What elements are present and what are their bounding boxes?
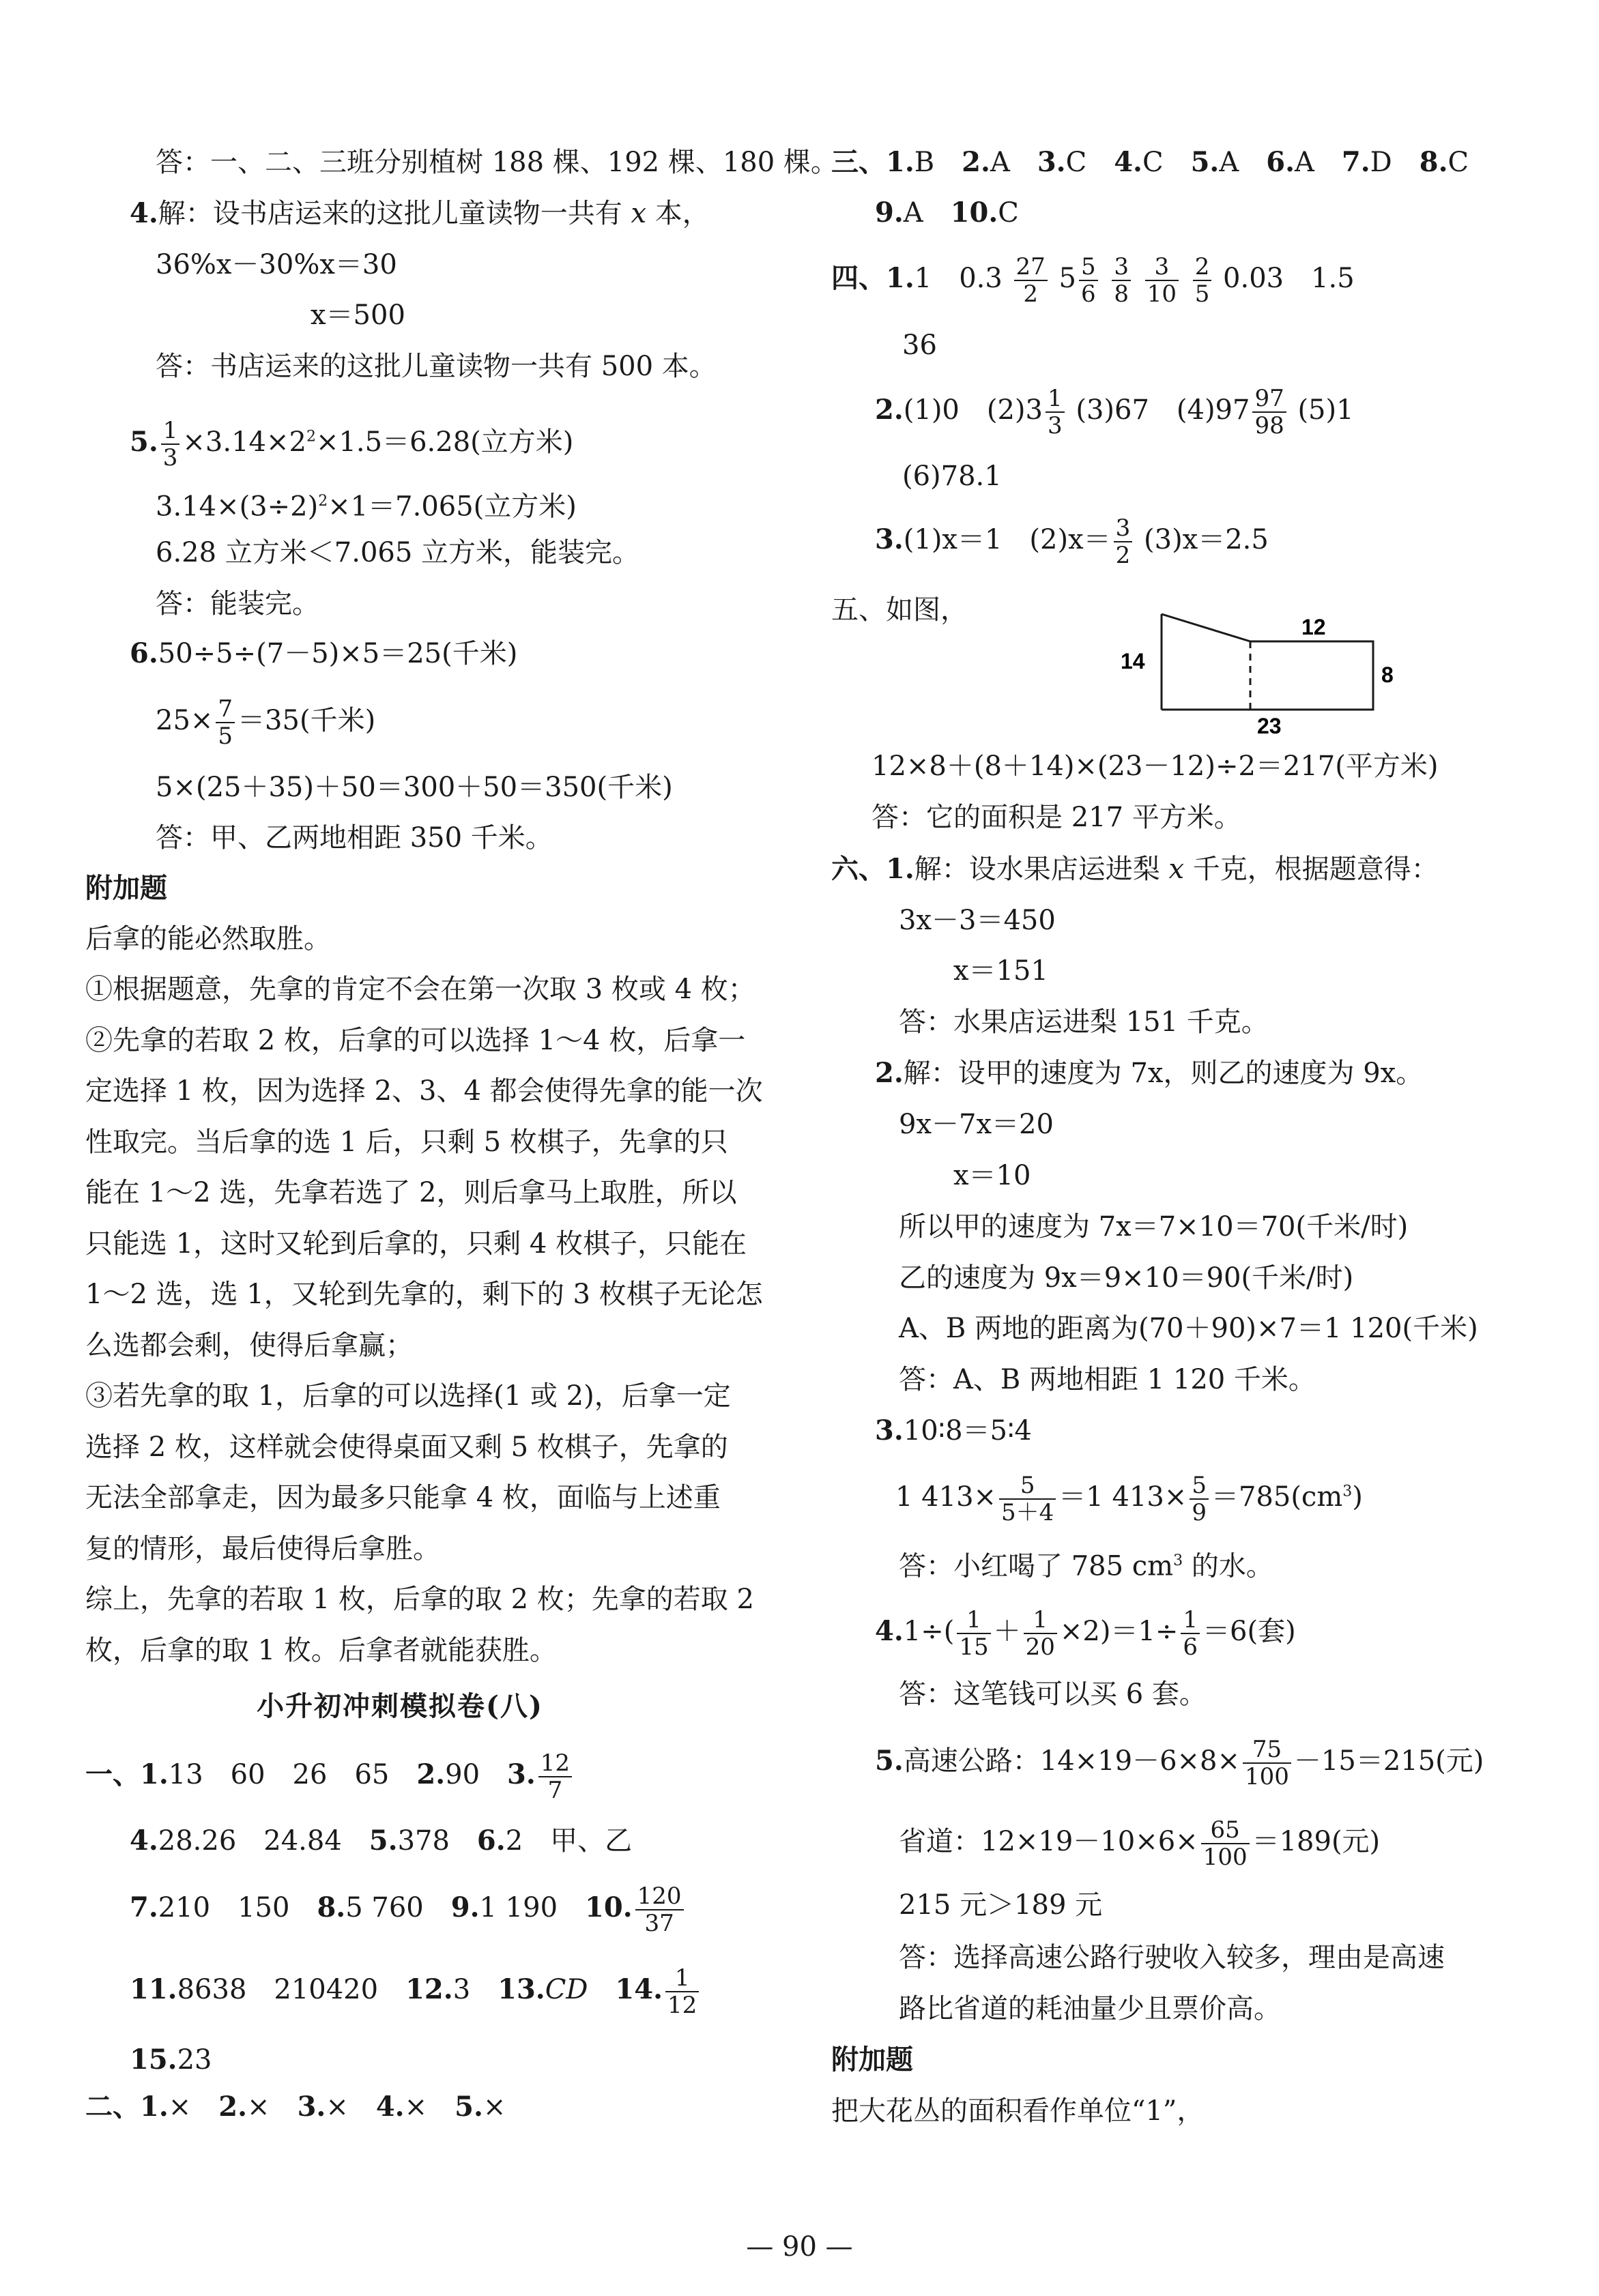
answer-line: 路比省道的耗油量少且票价高。 [899,1993,1281,2024]
fraction: $\frac{3}{10}$ [1145,254,1179,307]
fraction: $\frac{1}{3}$ [1046,386,1065,439]
answer-line: 答：它的面积是 217 平方米。 [871,802,1241,833]
fraction: $\frac{65}{100}$ [1201,1817,1250,1870]
equation: 25× $\frac{7}{5}$ ＝35(千米) [156,695,376,750]
figure-outline [1162,614,1373,710]
equation: x＝151 [953,955,1048,987]
section-6-q2: 2.解：设甲的速度为 7x，则乙的速度为 9x。 [875,1057,1424,1089]
answer-line: 答：一、二、三班分别植树 188 棵、192 棵、180 棵。 [156,147,838,178]
section-1-row-2: 4.28.26 24.84 5.378 6.2 甲、乙 [130,1825,633,1857]
text-line: 综上，先拿的若取 1 枚，后拿的取 2 枚；先拿的若取 2 [85,1584,754,1615]
answer-line: 答：能装完。 [156,588,319,620]
fraction: $\frac{7}{5}$ [216,696,235,749]
text-line: 复的情形，最后使得后拿胜。 [85,1533,440,1565]
text-line: 定选择 1 枚，因为选择 2、3、4 都会使得先拿的能一次 [85,1075,763,1107]
text-line: 无法全部拿走，因为最多只能拿 4 枚，面临与上述重 [85,1482,721,1513]
section-6-q1: 六、1.解：设水果店运进梨 x 千克，根据题意得： [831,853,1439,885]
fraction: $\frac{5}{5+4}$ [999,1472,1056,1526]
section-title: 小升初冲刺模拟卷(八) [257,1690,543,1722]
text-line: ②先拿的若取 2 枚，后拿的可以选择 1～4 枚，后拿一 [85,1025,746,1056]
extra-title: 附加题 [85,872,167,904]
section-5-label: 五、如图， [831,594,968,626]
equation: $3.14\times(3\div 2)^2\times 1=7.065$(立方米) [156,491,577,523]
equation: 省道：12×19－10×6× $\frac{65}{100}$ ＝189(元) [899,1816,1381,1871]
answer-line: 答：A、B 两地相距 1 120 千米。 [899,1364,1316,1395]
section-6-q5: 5.高速公路：14×19－6×8× $\frac{75}{100}$ －15＝215(元) [875,1736,1484,1790]
equation: 12×8＋(8＋14)×(23－12)÷2＝217(平方米) [871,751,1439,782]
answer-line: 答：这笔钱可以买 6 套。 [899,1679,1207,1710]
answer-line: 答：小红喝了 785 $cm^3$ 的水。 [899,1550,1273,1582]
fraction: $\frac{2}{5}$ [1193,254,1212,307]
section-6-q4: 4.1÷( $\frac{1}{15}$ ＋ $\frac{1}{20}$ ×2)＝1÷ $\frac{1}{6}$ ＝6(套) [875,1606,1296,1661]
fraction: $\frac{1}{6}$ [1181,1607,1200,1660]
fraction: $\frac{27}{2}$ [1014,254,1048,307]
section-4-row-3: 3.(1)x＝1 (2)x＝ $\frac{3}{2}$ (3)x＝2.5 [875,514,1269,569]
figure-label-12: 12 [1301,615,1326,639]
fraction: $\frac{12}{7}$ [538,1750,572,1803]
text-line: 所以甲的速度为 7x＝7×10＝70(千米/时) [899,1211,1409,1243]
text-line: 后拿的能必然取胜。 [85,923,331,955]
figure-label-8: 8 [1381,663,1394,687]
trapezoid-rectangle-figure [991,594,1400,737]
equation: x＝500 [311,300,405,331]
text-line: 把大花丛的面积看作单位“1”， [831,2095,1205,2127]
fraction: $\frac{1}{20}$ [1024,1607,1057,1660]
section-2: 二、1.× 2.× 3.× 4.× 5.× [85,2091,506,2123]
page-number: — 90 — [746,2231,853,2263]
text-line: A、B 两地的距离为(70＋90)×7＝1 120(千米) [899,1313,1478,1344]
text-line: 能在 1～2 选，先拿若选了 2，则后拿马上取胜，所以 [85,1177,737,1208]
figure-label-14: 14 [1121,649,1145,673]
section-1-row-4: 11.8638 210420 12.3 13.CD 14. $\frac{1}{12}$ [130,1965,702,2020]
section-1-row-1: 一、1.13 60 26 65 2.90 3. $\frac{12}{7}$ [85,1750,575,1805]
fraction: $\frac{1}{12}$ [665,1965,699,2018]
answer-line: 答：书店运来的这批儿童读物一共有 500 本。 [156,351,717,382]
fraction: $\frac{5}{6}$ [1079,254,1098,307]
section-6-q3: 3.10∶8＝5∶4 [875,1414,1032,1447]
fraction: $\frac{1}{15}$ [957,1607,990,1660]
section-3-row-1: 三、1.B 2.A 3.C 4.C 5.A 6.A 7.D 8.C [831,146,1469,178]
question-5: 5. $\frac{1}{3}$ $\times 3.14\times 2^2\times 1.5=6.28$(立方米) [130,417,574,471]
answer-line: 答：选择高速公路行驶收入较多，理由是高速 [899,1942,1445,1973]
text-line: ③若先拿的取 1，后拿的可以选择(1 或 2)，后拿一定 [85,1380,731,1412]
equation: x＝10 [953,1160,1031,1191]
equation: 1 413× $\frac{5}{5+4}$ ＝1 413× $\frac{5}{9}$ $=785(cm^3)$ [895,1472,1363,1526]
figure-label-23: 23 [1257,714,1282,737]
fraction: $\frac{5}{9}$ [1190,1472,1209,1526]
section-1-row-5: 15.23 [130,2044,212,2076]
answer-line: 答：水果店运进梨 151 千克。 [899,1006,1269,1038]
equation: 3x－3＝450 [899,905,1056,936]
text-line: 性取完。当后拿的选 1 后，只剩 5 枚棋子，先拿的只 [85,1127,728,1158]
text-line: 选择 2 枚，这样就会使得桌面又剩 5 枚棋子，先拿的 [85,1432,728,1463]
equation: 9x－7x＝20 [899,1109,1054,1140]
text-line: ①根据题意，先拿的肯定不会在第一次取 3 枚或 4 枚； [85,974,755,1005]
text-line: 只能选 1，这时又轮到后拿的，只剩 4 枚棋子，只能在 [85,1228,747,1260]
text-line: (6)78.1 [902,461,1002,492]
question-4: 4.解：设书店运来的这批儿童读物一共有 x 本， [130,197,710,229]
text-line: 乙的速度为 9x＝9×10＝90(千米/时) [899,1262,1354,1294]
question-6: 6.50÷5÷(7－5)×5＝25(千米) [130,637,518,669]
fraction: $\frac{120}{37}$ [635,1883,684,1936]
section-1-row-3: 7.210 150 8.5 760 9.1 190 10. $\frac{120}{37}$ [130,1883,687,1938]
text-line: 6.28 立方米＜7.065 立方米，能装完。 [156,537,640,568]
answer-line: 答：甲、乙两地相距 350 千米。 [156,822,553,854]
text-line: 36 [902,330,937,361]
fraction: $\frac{97}{98}$ [1252,386,1286,439]
text-line: 215 元＞189 元 [899,1889,1103,1921]
section-4-row-2: 2.(1)0 (2)3 $\frac{1}{3}$ (3)67 (4)97 $\frac{97}{98}$ (5)1 [875,385,1354,439]
text-line: 1～2 选，选 1，又轮到先拿的，剩下的 3 枚棋子无论怎 [85,1279,763,1310]
equation: 5×(25＋35)＋50＝300＋50＝350(千米) [156,772,673,803]
fraction: $\frac{1}{3}$ [161,418,180,471]
text-line: 么选都会剩，使得后拿赢； [85,1330,413,1361]
section-3-row-2: 9.A 10.C [875,197,1019,229]
fraction: $\frac{3}{8}$ [1112,254,1131,307]
equation: 36%x－30%x＝30 [156,249,397,280]
section-4-row-1: 四、1.1 0.3 $\frac{27}{2}$ 5 $\frac{5}{6}$ $\frac{3}{8}$ $\frac{3}{10}$ $\frac{2}{5}$ 0.03 1.5 [831,253,1355,308]
text-line: 枚，后拿的取 1 枚。后拿者就能获胜。 [85,1635,557,1666]
extra-title: 附加题 [831,2044,913,2076]
fraction: $\frac{75}{100}$ [1243,1736,1291,1790]
fraction: $\frac{3}{2}$ [1114,515,1133,568]
